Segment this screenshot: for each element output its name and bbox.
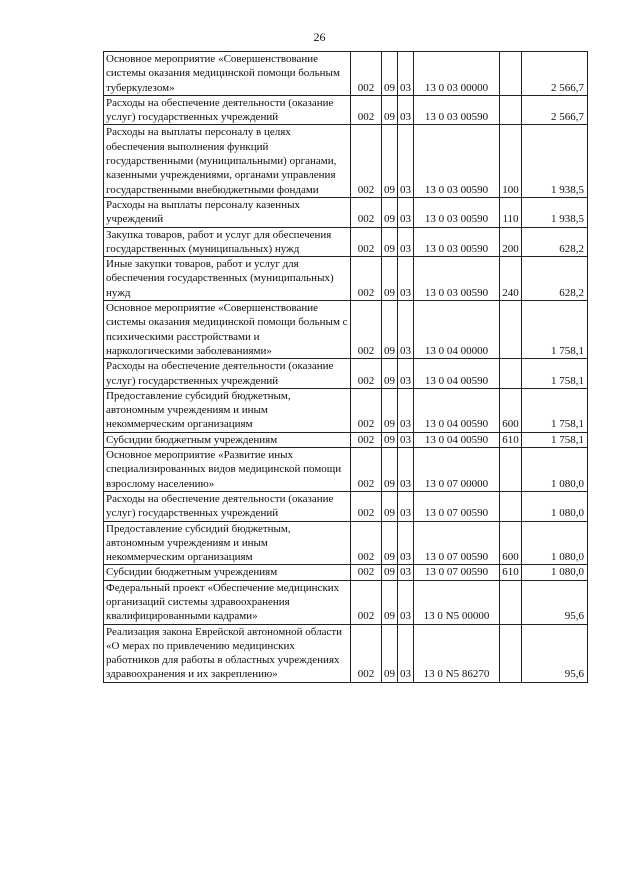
section-code-cell: 09 bbox=[382, 521, 398, 565]
row-name-cell: Федеральный проект «Обеспечение медицинских организаций системы здравоохранения квалифицированными кадрами» bbox=[104, 580, 351, 624]
amount-cell: 1 758,1 bbox=[522, 359, 588, 389]
subsection-code-cell: 03 bbox=[398, 432, 414, 447]
row-name-cell: Расходы на выплаты персоналу казенных учреждений bbox=[104, 197, 351, 227]
section-code-cell: 09 bbox=[382, 388, 398, 432]
row-name-cell: Расходы на выплаты персоналу в целях обеспечения выполнения функций государственными (муниципальными) органами, казенными учреждениями, органами управления государственными внебюджетными фондами bbox=[104, 125, 351, 197]
table-row bbox=[104, 359, 588, 389]
subsection-code-cell: 03 bbox=[398, 227, 414, 257]
amount-cell: 2 566,7 bbox=[522, 52, 588, 96]
subsection-code-cell: 03 bbox=[398, 448, 414, 492]
target-article-cell: 13 0 N5 00000 bbox=[414, 580, 500, 624]
expense-type-cell bbox=[500, 301, 522, 359]
admin-code-cell: 002 bbox=[351, 388, 382, 432]
row-name-cell: Реализация закона Еврейской автономной области «О мерах по привлечению медицинских работников для работы в областных учреждениях здравоохранения и их закреплению» bbox=[104, 624, 351, 682]
amount-cell: 95,6 bbox=[522, 624, 588, 682]
row-name-cell: Закупка товаров, работ и услуг для обеспечения государственных (муниципальных) нужд bbox=[104, 227, 351, 257]
target-article-cell: 13 0 04 00590 bbox=[414, 432, 500, 447]
amount-cell: 628,2 bbox=[522, 257, 588, 301]
page-number: 26 bbox=[313, 30, 326, 44]
admin-code-cell: 002 bbox=[351, 491, 382, 521]
expense-type-cell: 110 bbox=[500, 197, 522, 227]
row-name-cell: Иные закупки товаров, работ и услуг для обеспечения государственных (муниципальных) нужд bbox=[104, 257, 351, 301]
target-article-cell: 13 0 07 00000 bbox=[414, 448, 500, 492]
amount-cell: 1 080,0 bbox=[522, 491, 588, 521]
table-row bbox=[104, 52, 588, 96]
expense-type-cell: 200 bbox=[500, 227, 522, 257]
expense-type-cell bbox=[500, 95, 522, 125]
admin-code-cell: 002 bbox=[351, 301, 382, 359]
section-code-cell: 09 bbox=[382, 125, 398, 197]
admin-code-cell: 002 bbox=[351, 565, 382, 580]
subsection-code-cell: 03 bbox=[398, 565, 414, 580]
admin-code-cell: 002 bbox=[351, 95, 382, 125]
subsection-code-cell: 03 bbox=[398, 301, 414, 359]
section-code-cell: 09 bbox=[382, 448, 398, 492]
expense-type-cell: 100 bbox=[500, 125, 522, 197]
table-row bbox=[104, 388, 588, 432]
row-name-cell: Основное мероприятие «Развитие иных специализированных видов медицинской помощи взрослому населению» bbox=[104, 448, 351, 492]
admin-code-cell: 002 bbox=[351, 52, 382, 96]
section-code-cell: 09 bbox=[382, 257, 398, 301]
table-row bbox=[104, 521, 588, 565]
section-code-cell: 09 bbox=[382, 580, 398, 624]
admin-code-cell: 002 bbox=[351, 521, 382, 565]
table-row bbox=[104, 432, 588, 447]
row-name-cell: Расходы на обеспечение деятельности (оказание услуг) государственных учреждений bbox=[104, 491, 351, 521]
table-row bbox=[104, 95, 588, 125]
admin-code-cell: 002 bbox=[351, 432, 382, 447]
section-code-cell: 09 bbox=[382, 624, 398, 682]
admin-code-cell: 002 bbox=[351, 125, 382, 197]
subsection-code-cell: 03 bbox=[398, 624, 414, 682]
budget-table-body bbox=[104, 52, 588, 683]
target-article-cell: 13 0 03 00590 bbox=[414, 197, 500, 227]
amount-cell: 1 080,0 bbox=[522, 565, 588, 580]
table-row bbox=[104, 257, 588, 301]
table-row bbox=[104, 227, 588, 257]
section-code-cell: 09 bbox=[382, 227, 398, 257]
subsection-code-cell: 03 bbox=[398, 197, 414, 227]
expense-type-cell bbox=[500, 491, 522, 521]
admin-code-cell: 002 bbox=[351, 257, 382, 301]
row-name-cell: Предоставление субсидий бюджетным, автономным учреждениям и иным некоммерческим организациям bbox=[104, 521, 351, 565]
target-article-cell: 13 0 03 00590 bbox=[414, 125, 500, 197]
section-code-cell: 09 bbox=[382, 432, 398, 447]
amount-cell: 628,2 bbox=[522, 227, 588, 257]
table-row bbox=[104, 491, 588, 521]
row-name-cell: Субсидии бюджетным учреждениям bbox=[104, 432, 351, 447]
table-row bbox=[104, 448, 588, 492]
admin-code-cell: 002 bbox=[351, 624, 382, 682]
row-name-cell: Предоставление субсидий бюджетным, автономным учреждениям и иным некоммерческим организациям bbox=[104, 388, 351, 432]
section-code-cell: 09 bbox=[382, 301, 398, 359]
row-name-cell: Субсидии бюджетным учреждениям bbox=[104, 565, 351, 580]
admin-code-cell: 002 bbox=[351, 359, 382, 389]
section-code-cell: 09 bbox=[382, 359, 398, 389]
section-code-cell: 09 bbox=[382, 95, 398, 125]
expense-type-cell bbox=[500, 448, 522, 492]
subsection-code-cell: 03 bbox=[398, 52, 414, 96]
expense-type-cell: 600 bbox=[500, 521, 522, 565]
table-row bbox=[104, 624, 588, 682]
subsection-code-cell: 03 bbox=[398, 388, 414, 432]
target-article-cell: 13 0 03 00000 bbox=[414, 52, 500, 96]
amount-cell: 1 758,1 bbox=[522, 301, 588, 359]
admin-code-cell: 002 bbox=[351, 448, 382, 492]
table-row bbox=[104, 197, 588, 227]
expense-type-cell bbox=[500, 359, 522, 389]
amount-cell: 1 758,1 bbox=[522, 432, 588, 447]
row-name-cell: Основное мероприятие «Совершенствование системы оказания медицинской помощи больным туберкулезом» bbox=[104, 52, 351, 96]
subsection-code-cell: 03 bbox=[398, 359, 414, 389]
amount-cell: 1 080,0 bbox=[522, 521, 588, 565]
target-article-cell: 13 0 04 00000 bbox=[414, 301, 500, 359]
table-row bbox=[104, 125, 588, 197]
row-name-cell: Расходы на обеспечение деятельности (оказание услуг) государственных учреждений bbox=[104, 359, 351, 389]
expense-type-cell: 610 bbox=[500, 565, 522, 580]
subsection-code-cell: 03 bbox=[398, 491, 414, 521]
section-code-cell: 09 bbox=[382, 197, 398, 227]
section-code-cell: 09 bbox=[382, 491, 398, 521]
amount-cell: 1 938,5 bbox=[522, 197, 588, 227]
amount-cell: 1 938,5 bbox=[522, 125, 588, 197]
subsection-code-cell: 03 bbox=[398, 521, 414, 565]
section-code-cell: 09 bbox=[382, 565, 398, 580]
amount-cell: 1 758,1 bbox=[522, 388, 588, 432]
expense-type-cell bbox=[500, 580, 522, 624]
subsection-code-cell: 03 bbox=[398, 95, 414, 125]
section-code-cell: 09 bbox=[382, 52, 398, 96]
admin-code-cell: 002 bbox=[351, 197, 382, 227]
budget-table bbox=[103, 51, 588, 683]
row-name-cell: Основное мероприятие «Совершенствование системы оказания медицинской помощи больным с психическими расстройствами и наркологическими заболеваниями» bbox=[104, 301, 351, 359]
row-name-cell: Расходы на обеспечение деятельности (оказание услуг) государственных учреждений bbox=[104, 95, 351, 125]
target-article-cell: 13 0 04 00590 bbox=[414, 388, 500, 432]
target-article-cell: 13 0 07 00590 bbox=[414, 491, 500, 521]
target-article-cell: 13 0 03 00590 bbox=[414, 227, 500, 257]
admin-code-cell: 002 bbox=[351, 580, 382, 624]
expense-type-cell bbox=[500, 52, 522, 96]
expense-type-cell: 610 bbox=[500, 432, 522, 447]
table-row bbox=[104, 301, 588, 359]
expense-type-cell: 240 bbox=[500, 257, 522, 301]
subsection-code-cell: 03 bbox=[398, 125, 414, 197]
subsection-code-cell: 03 bbox=[398, 580, 414, 624]
target-article-cell: 13 0 07 00590 bbox=[414, 521, 500, 565]
table-row bbox=[104, 580, 588, 624]
expense-type-cell: 600 bbox=[500, 388, 522, 432]
amount-cell: 2 566,7 bbox=[522, 95, 588, 125]
target-article-cell: 13 0 N5 86270 bbox=[414, 624, 500, 682]
admin-code-cell: 002 bbox=[351, 227, 382, 257]
subsection-code-cell: 03 bbox=[398, 257, 414, 301]
target-article-cell: 13 0 04 00590 bbox=[414, 359, 500, 389]
target-article-cell: 13 0 03 00590 bbox=[414, 95, 500, 125]
amount-cell: 1 080,0 bbox=[522, 448, 588, 492]
target-article-cell: 13 0 03 00590 bbox=[414, 257, 500, 301]
target-article-cell: 13 0 07 00590 bbox=[414, 565, 500, 580]
expense-type-cell bbox=[500, 624, 522, 682]
table-row bbox=[104, 565, 588, 580]
amount-cell: 95,6 bbox=[522, 580, 588, 624]
